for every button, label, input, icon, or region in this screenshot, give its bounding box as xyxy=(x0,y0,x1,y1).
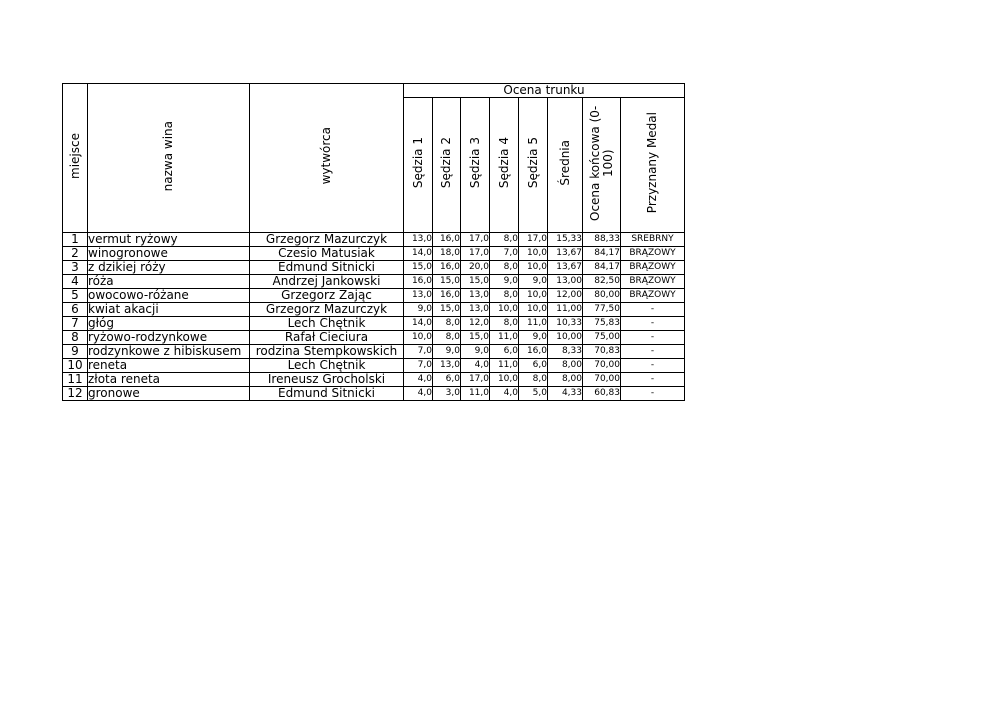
medal-cell: - xyxy=(621,317,685,331)
judge-3-score: 15,0 xyxy=(461,331,490,345)
header-final-score-label: Ocena końcowa (0-100) xyxy=(587,105,615,221)
table-row xyxy=(63,387,685,401)
judge-4-score: 10,0 xyxy=(490,303,519,317)
header-final-score xyxy=(583,98,621,233)
judge-2-score: 16,0 xyxy=(433,289,461,303)
judge-2-score: 3,0 xyxy=(433,387,461,401)
maker-cell: Grzegorz Mazurczyk xyxy=(250,303,404,317)
rank-cell: 4 xyxy=(63,275,88,289)
judge-4-score: 8,0 xyxy=(490,261,519,275)
judge-2-score: 15,0 xyxy=(433,303,461,317)
judge-3-score: 9,0 xyxy=(461,345,490,359)
header-medal xyxy=(621,98,685,233)
header-group-rating: Ocena trunku xyxy=(404,84,685,98)
header-judge-4-label: Sędzia 4 xyxy=(496,137,511,189)
maker-cell: Grzegorz Zając xyxy=(250,289,404,303)
rank-cell: 10 xyxy=(63,359,88,373)
header-maker xyxy=(250,84,404,233)
judge-5-score: 11,0 xyxy=(519,317,548,331)
final-score: 70,83 xyxy=(583,345,621,359)
maker-cell: Grzegorz Mazurczyk xyxy=(250,233,404,247)
judge-2-score: 16,0 xyxy=(433,233,461,247)
wine-results-table xyxy=(62,83,685,401)
judge-5-score: 5,0 xyxy=(519,387,548,401)
judge-2-score: 16,0 xyxy=(433,261,461,275)
final-score: 80,00 xyxy=(583,289,621,303)
rank-cell: 9 xyxy=(63,345,88,359)
rank-cell: 7 xyxy=(63,317,88,331)
header-maker-label: wytwórca xyxy=(319,127,333,185)
judge-2-score: 9,0 xyxy=(433,345,461,359)
rank-cell: 12 xyxy=(63,387,88,401)
header-rank xyxy=(63,84,88,233)
medal-cell: SREBRNY xyxy=(621,233,685,247)
judge-1-score: 13,0 xyxy=(404,233,433,247)
judge-2-score: 15,0 xyxy=(433,275,461,289)
table-row xyxy=(63,331,685,345)
average-score: 10,00 xyxy=(548,331,583,345)
judge-1-score: 4,0 xyxy=(404,387,433,401)
rank-cell: 6 xyxy=(63,303,88,317)
judge-1-score: 13,0 xyxy=(404,289,433,303)
judge-3-score: 17,0 xyxy=(461,247,490,261)
judge-1-score: 4,0 xyxy=(404,373,433,387)
table-row xyxy=(63,233,685,247)
judge-4-score: 8,0 xyxy=(490,289,519,303)
maker-cell: Edmund Sitnicki xyxy=(250,387,404,401)
final-score: 75,00 xyxy=(583,331,621,345)
judge-5-score: 9,0 xyxy=(519,275,548,289)
table-row xyxy=(63,275,685,289)
average-score: 13,67 xyxy=(548,247,583,261)
table-row xyxy=(63,289,685,303)
judge-4-score: 7,0 xyxy=(490,247,519,261)
maker-cell: Edmund Sitnicki xyxy=(250,261,404,275)
wine-name-cell: głóg xyxy=(88,317,250,331)
rank-cell: 1 xyxy=(63,233,88,247)
header-wine-label: nazwa wina xyxy=(161,120,175,192)
header-average-label: Średnia xyxy=(557,140,572,186)
rank-cell: 2 xyxy=(63,247,88,261)
judge-1-score: 16,0 xyxy=(404,275,433,289)
maker-cell: Lech Chętnik xyxy=(250,317,404,331)
header-rank-label: miejsce xyxy=(67,133,82,179)
judge-4-score: 8,0 xyxy=(490,317,519,331)
judge-4-score: 4,0 xyxy=(490,387,519,401)
maker-cell: rodzina Stempkowskich xyxy=(250,345,404,359)
judge-1-score: 10,0 xyxy=(404,331,433,345)
wine-name-cell: reneta xyxy=(88,359,250,373)
final-score: 84,17 xyxy=(583,261,621,275)
judge-5-score: 17,0 xyxy=(519,233,548,247)
average-score: 8,33 xyxy=(548,345,583,359)
medal-cell: - xyxy=(621,331,685,345)
wine-name-cell: złota reneta xyxy=(88,373,250,387)
judge-3-score: 13,0 xyxy=(461,289,490,303)
header-judge-5 xyxy=(519,98,548,233)
wine-name-cell: rodzynkowe z hibiskusem xyxy=(88,345,250,359)
final-score: 75,83 xyxy=(583,317,621,331)
average-score: 13,00 xyxy=(548,275,583,289)
average-score: 12,00 xyxy=(548,289,583,303)
average-score: 11,00 xyxy=(548,303,583,317)
judge-2-score: 13,0 xyxy=(433,359,461,373)
judge-1-score: 15,0 xyxy=(404,261,433,275)
average-score: 8,00 xyxy=(548,359,583,373)
average-score: 10,33 xyxy=(548,317,583,331)
judge-4-score: 11,0 xyxy=(490,331,519,345)
judge-1-score: 14,0 xyxy=(404,247,433,261)
maker-cell: Rafał Cieciura xyxy=(250,331,404,345)
judge-1-score: 7,0 xyxy=(404,345,433,359)
judge-4-score: 6,0 xyxy=(490,345,519,359)
table-row xyxy=(63,345,685,359)
average-score: 15,33 xyxy=(548,233,583,247)
judge-5-score: 9,0 xyxy=(519,331,548,345)
medal-cell: - xyxy=(621,345,685,359)
judge-3-score: 4,0 xyxy=(461,359,490,373)
wine-name-cell: winogronowe xyxy=(88,247,250,261)
judge-4-score: 9,0 xyxy=(490,275,519,289)
wine-name-cell: vermut ryżowy xyxy=(88,233,250,247)
header-wine xyxy=(88,84,250,233)
final-score: 70,00 xyxy=(583,373,621,387)
header-medal-label: Przyznany Medal xyxy=(645,112,659,214)
judge-5-score: 6,0 xyxy=(519,359,548,373)
wine-name-cell: z dzikiej róży xyxy=(88,261,250,275)
judge-3-score: 17,0 xyxy=(461,233,490,247)
header-judge-5-label: Sędzia 5 xyxy=(525,137,540,189)
header-judge-2 xyxy=(433,98,461,233)
header-judge-1-label: Sędzia 1 xyxy=(410,137,425,189)
final-score: 88,33 xyxy=(583,233,621,247)
table-row xyxy=(63,261,685,275)
medal-cell: - xyxy=(621,373,685,387)
rank-cell: 5 xyxy=(63,289,88,303)
final-score: 60,83 xyxy=(583,387,621,401)
judge-1-score: 9,0 xyxy=(404,303,433,317)
judge-2-score: 8,0 xyxy=(433,331,461,345)
wine-name-cell: róża xyxy=(88,275,250,289)
maker-cell: Lech Chętnik xyxy=(250,359,404,373)
rank-cell: 11 xyxy=(63,373,88,387)
header-judge-1 xyxy=(404,98,433,233)
maker-cell: Ireneusz Grocholski xyxy=(250,373,404,387)
header-judge-2-label: Sędzia 2 xyxy=(439,137,453,189)
final-score: 84,17 xyxy=(583,247,621,261)
final-score: 82,50 xyxy=(583,275,621,289)
judge-1-score: 7,0 xyxy=(404,359,433,373)
header-average xyxy=(548,98,583,233)
medal-cell: BRĄZOWY xyxy=(621,247,685,261)
judge-2-score: 8,0 xyxy=(433,317,461,331)
judge-4-score: 8,0 xyxy=(490,233,519,247)
table-row xyxy=(63,247,685,261)
table-row xyxy=(63,317,685,331)
judge-5-score: 16,0 xyxy=(519,345,548,359)
judge-5-score: 10,0 xyxy=(519,289,548,303)
maker-cell: Czesio Matusiak xyxy=(250,247,404,261)
table-body xyxy=(63,233,685,401)
judge-4-score: 10,0 xyxy=(490,373,519,387)
judge-2-score: 6,0 xyxy=(433,373,461,387)
medal-cell: BRĄZOWY xyxy=(621,289,685,303)
final-score: 77,50 xyxy=(583,303,621,317)
medal-cell: - xyxy=(621,303,685,317)
header-judge-3 xyxy=(461,98,490,233)
wine-name-cell: owocowo-różane xyxy=(88,289,250,303)
wine-name-cell: kwiat akacji xyxy=(88,303,250,317)
final-score: 70,00 xyxy=(583,359,621,373)
medal-cell: BRĄZOWY xyxy=(621,261,685,275)
table-row xyxy=(63,359,685,373)
average-score: 13,67 xyxy=(548,261,583,275)
header-row-top xyxy=(63,84,685,98)
wine-name-cell: ryżowo-rodzynkowe xyxy=(88,331,250,345)
medal-cell: - xyxy=(621,387,685,401)
judge-5-score: 8,0 xyxy=(519,373,548,387)
maker-cell: Andrzej Jankowski xyxy=(250,275,404,289)
judge-2-score: 18,0 xyxy=(433,247,461,261)
judge-5-score: 10,0 xyxy=(519,261,548,275)
header-judge-4 xyxy=(490,98,519,233)
medal-cell: BRĄZOWY xyxy=(621,275,685,289)
wine-name-cell: gronowe xyxy=(88,387,250,401)
judge-3-score: 13,0 xyxy=(461,303,490,317)
header-judge-3-label: Sędzia 3 xyxy=(467,137,482,189)
average-score: 4,33 xyxy=(548,387,583,401)
average-score: 8,00 xyxy=(548,373,583,387)
judge-4-score: 11,0 xyxy=(490,359,519,373)
rank-cell: 3 xyxy=(63,261,88,275)
judge-3-score: 20,0 xyxy=(461,261,490,275)
judge-5-score: 10,0 xyxy=(519,247,548,261)
table-row xyxy=(63,303,685,317)
medal-cell: - xyxy=(621,359,685,373)
judge-1-score: 14,0 xyxy=(404,317,433,331)
rank-cell: 8 xyxy=(63,331,88,345)
judge-3-score: 17,0 xyxy=(461,373,490,387)
judge-3-score: 12,0 xyxy=(461,317,490,331)
table-row xyxy=(63,373,685,387)
judge-3-score: 11,0 xyxy=(461,387,490,401)
judge-3-score: 15,0 xyxy=(461,275,490,289)
judge-5-score: 10,0 xyxy=(519,303,548,317)
